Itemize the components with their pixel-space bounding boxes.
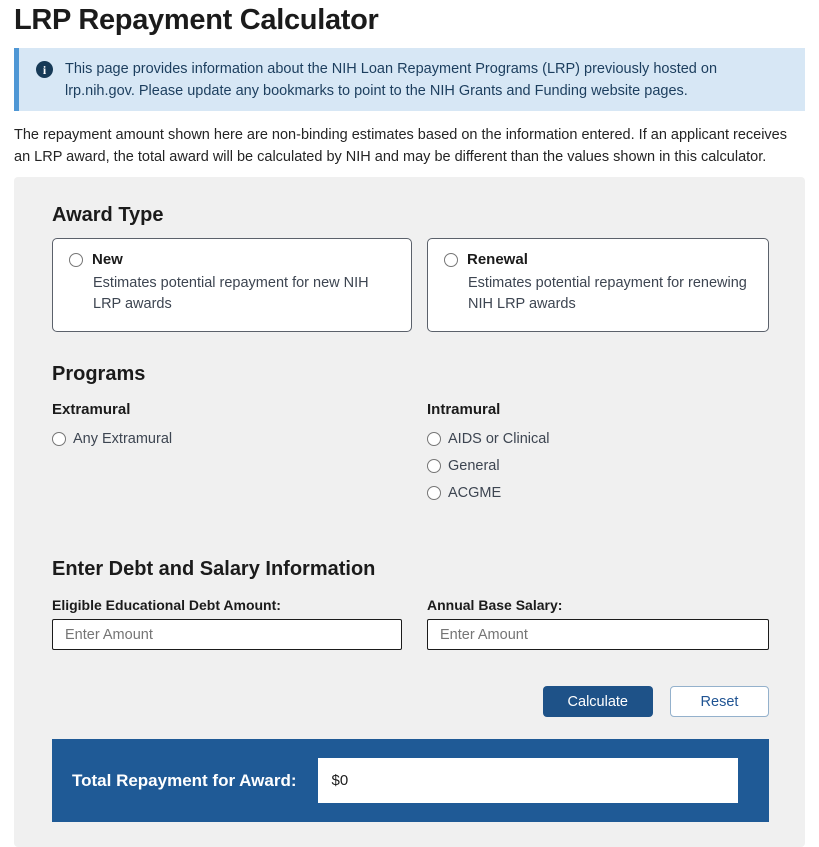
- action-buttons: [52, 686, 769, 717]
- info-banner: [14, 48, 805, 111]
- any-extramural-label: Any Extramural: [73, 431, 173, 448]
- radio-item-general[interactable]: [427, 458, 769, 474]
- award-type-new-radio-row: [69, 251, 395, 268]
- salary-field-group: [427, 597, 769, 650]
- radio-any-extramural[interactable]: [52, 432, 66, 446]
- radio-acgme[interactable]: [427, 486, 441, 500]
- debt-salary-heading: Enter Debt and Salary Information: [52, 558, 376, 581]
- programs-group-extramural: [52, 397, 427, 512]
- programs-heading: Programs: [52, 363, 146, 386]
- acgme-label: ACGME: [448, 485, 502, 502]
- radio-general[interactable]: [427, 459, 441, 473]
- award-type-renewal-label: Renewal: [467, 251, 528, 269]
- info-banner-text: This page provides information about the NIH Loan Repayment Programs (LRP) previously hosted on lrp.nih.gov. Please update any bookmarks to point to the NIH Grants and Funding website pages.: [65, 61, 718, 100]
- award-type-card-renewal[interactable]: [427, 238, 769, 332]
- radio-renewal[interactable]: [444, 253, 458, 267]
- total-repayment-value: $0: [318, 758, 738, 803]
- salary-label: Annual Base Salary:: [427, 597, 563, 614]
- debt-amount-input[interactable]: [52, 619, 402, 650]
- radio-item-any-extramural[interactable]: [52, 431, 427, 447]
- info-icon: i: [36, 61, 53, 78]
- award-type-renewal-description: Estimates potential repayment for renewing NIH LRP awards: [468, 275, 747, 313]
- award-type-new-description: Estimates potential repayment for new NIH LRP awards: [93, 275, 369, 313]
- disclaimer-text: The repayment amount shown here are non-binding estimates based on the information entered. If an applicant receives an LRP award, the total award will be calculated by NIH and may be different than the values shown in this calculator.: [14, 127, 787, 166]
- aids-or-clinical-label: AIDS or Clinical: [448, 431, 550, 448]
- award-type-options: [52, 238, 769, 332]
- debt-salary-fields: [52, 597, 769, 650]
- programs-groups: [52, 397, 769, 512]
- calculate-button[interactable]: Calculate: [543, 686, 653, 717]
- intramural-group-label: Intramural: [427, 401, 501, 419]
- salary-input[interactable]: [427, 619, 769, 650]
- programs-group-intramural: [427, 397, 769, 512]
- debt-amount-field-group: [52, 597, 402, 650]
- radio-item-acgme[interactable]: [427, 485, 769, 501]
- calculator-panel: [14, 177, 805, 847]
- radio-new[interactable]: [69, 253, 83, 267]
- radio-item-aids-or-clinical[interactable]: [427, 431, 769, 447]
- radio-aids-or-clinical[interactable]: [427, 432, 441, 446]
- total-repayment-bar: [52, 739, 769, 822]
- extramural-group-label: Extramural: [52, 401, 131, 419]
- reset-button[interactable]: Reset: [670, 686, 769, 717]
- award-type-card-new[interactable]: [52, 238, 412, 332]
- total-repayment-label: Total Repayment for Award:: [72, 770, 297, 790]
- award-type-heading: Award Type: [52, 204, 164, 227]
- award-type-renewal-radio-row: [444, 251, 752, 268]
- debt-amount-label: Eligible Educational Debt Amount:: [52, 597, 281, 614]
- general-label: General: [448, 458, 500, 475]
- award-type-new-label: New: [92, 251, 123, 269]
- page-title: LRP Repayment Calculator: [14, 4, 379, 36]
